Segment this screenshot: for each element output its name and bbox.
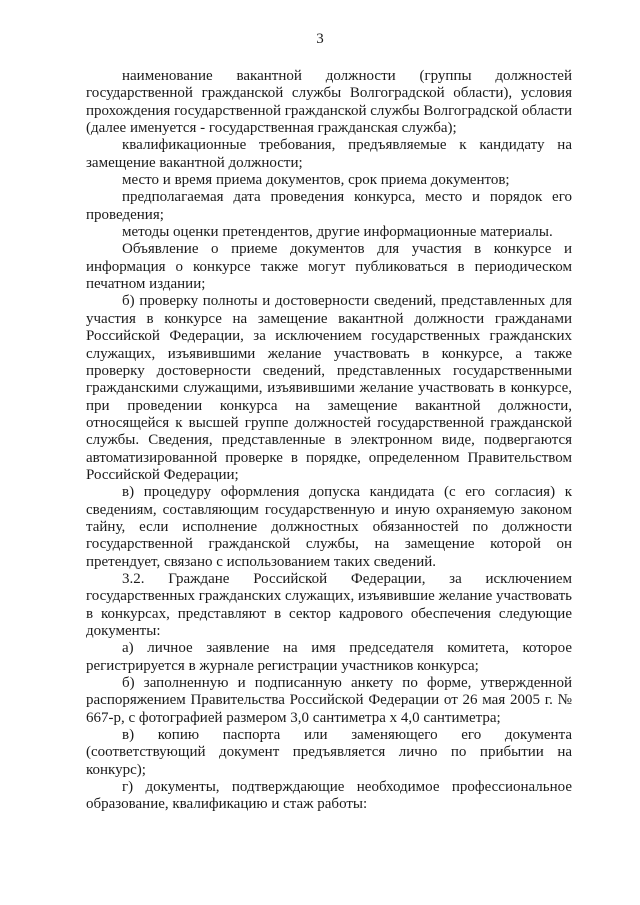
paragraph-evaluation-methods: методы оценки претендентов, другие информационные материалы. [122,224,553,241]
paragraph-qualification-requirements: квалификационные требования, предъявляемые к кандидату на замещение вакантной должности; [86,137,572,171]
paragraph-item-b-verification: б) проверку полноты и достоверности сведений, представленных для участия в конкурсе на замещение вакантной должности гражданами Российской Федерации, за исключением государственных гражданских служащих, изъявившими желание участвовать в конкурсе, а также проверку достоверности сведений, представленных государственными гражданскими служащими, изъявившими желание участвовать в конкурсе, при проведении конкурса на замещение вакантной должности, относящейся к высшей группе должностей государственной гражданской службы. Сведения, представленные в электронном виде, подвергаются автоматизированной проверке в порядке, определенном Правительством Российской Федерации; [86,293,572,483]
paragraph-announcement: Объявление о приеме документов для участия в конкурсе и информация о конкурсе также могут публиковаться в периодическом печатном издании; [86,241,572,293]
page-number: 3 [316,31,324,47]
paragraph-item-v-passport: в) копию паспорта или заменяющего его документа (соответствующий документ предъявляется лично по прибытии на конкурс); [86,727,572,778]
document-body [86,68,572,814]
paragraph-item-b-questionnaire: б) заполненную и подписанную анкету по форме, утвержденной распоряжением Правительства Российской Федерации от 26 мая 2005 г. № 667-р, с фотографией размером 3,0 сантиметра x 4,0 сантиметра; [86,675,572,726]
paragraph-item-g-education: г) документы, подтверждающие необходимое профессиональное образование, квалификацию и стаж работы: [86,779,572,813]
paragraph-vacancy-name: наименование вакантной должности (группы должностей государственной гражданской службы Волгоградской области), условия прохождения государственной гражданской службы Волгоградской области (далее именуется - государственная гражданская служба); [86,68,572,137]
paragraph-item-a-application: а) личное заявление на имя председателя комитета, которое регистрируется в журнале регистрации участников конкурса; [86,640,572,674]
paragraph-section-3-2: 3.2. Граждане Российской Федерации, за исключением государственных гражданских служащих, изъявившие желание участвовать в конкурсах, представляют в сектор кадрового обеспечения следующие документы: [86,570,572,639]
paragraph-contest-date: предполагаемая дата проведения конкурса, место и порядок его проведения; [86,189,572,223]
paragraph-document-reception: место и время приема документов, срок приема документов; [122,172,510,189]
paragraph-item-v-clearance: в) процедуру оформления допуска кандидата (с его согласия) к сведениям, составляющим государственную и иную охраняемую законом тайну, если исполнение должностных обязанностей по должности государственной гражданской службы, на замещение которой он претендует, связано с использованием таких сведений. [86,484,572,570]
